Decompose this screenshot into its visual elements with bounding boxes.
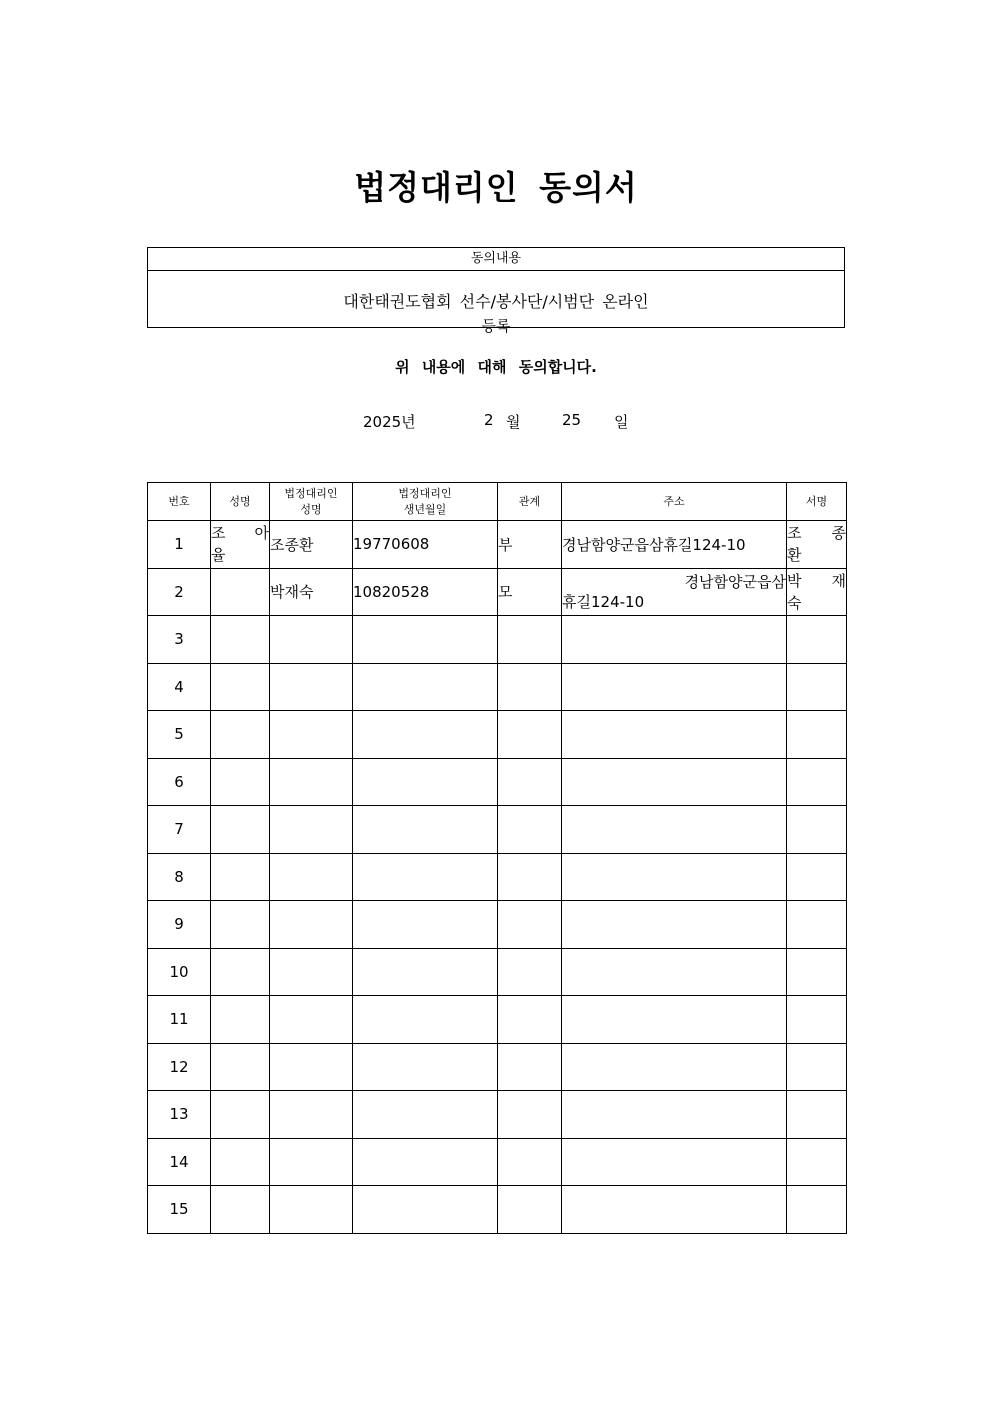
row-relation [498,1186,562,1234]
row-relation [498,853,562,901]
row-no: 6 [148,758,211,806]
row-guardian-name [270,1186,353,1234]
row-no: 11 [148,996,211,1044]
row-address [562,568,787,616]
row-guardian-birth: 19770608 [353,521,498,569]
header-address: 주소 [562,483,787,521]
row-signature [787,758,847,806]
row-name [211,1091,270,1139]
row-guardian-name [270,663,353,711]
row-guardian-birth [353,853,498,901]
guardian-table [147,482,847,1234]
header-guardian-birth-line1: 법정대리인 [398,486,452,500]
row-address: 경남함양군읍삼휴길124-10 [562,521,787,569]
row-address [562,616,787,664]
row-guardian-name [270,1091,353,1139]
row-guardian-birth [353,1043,498,1091]
row-guardian-birth [353,1138,498,1186]
row-signature [787,806,847,854]
row-guardian-birth: 10820528 [353,568,498,616]
header-guardian-birth-line2: 생년월일 [403,502,447,516]
consent-box [147,247,845,335]
row-signature [787,521,847,569]
row-guardian-birth [353,901,498,949]
table-header-row [148,483,847,521]
table-row [148,521,847,569]
row-guardian-birth [353,948,498,996]
row-relation [498,901,562,949]
row-name [211,568,270,616]
row-no: 14 [148,1138,211,1186]
consent-text-line1: 대한태권도협회 선수/봉사단/시범단 온라인 [343,292,649,311]
table-row [148,948,847,996]
row-address-line2: 휴길124-10 [562,592,645,611]
date-month-unit: 월 [506,413,521,431]
row-guardian-name [270,616,353,664]
row-name-line1: 조 아 [211,524,269,543]
row-guardian-name: 조종환 [270,521,353,569]
table-row [148,1186,847,1234]
row-signature [787,1186,847,1234]
row-name [211,996,270,1044]
row-signature-line1: 조 종 [787,524,846,543]
header-relation: 관계 [498,483,562,521]
table-row [148,568,847,616]
row-signature [787,1138,847,1186]
row-guardian-birth [353,806,498,854]
header-guardian-name-line1: 법정대리인 [284,486,338,500]
row-relation [498,1138,562,1186]
date-day: 25 [562,411,582,429]
row-no: 4 [148,663,211,711]
table-row [148,806,847,854]
table-row [148,616,847,664]
row-address [562,948,787,996]
table-row [148,663,847,711]
header-signature: 서명 [787,483,847,521]
row-no: 3 [148,616,211,664]
row-guardian-birth [353,1091,498,1139]
row-no: 13 [148,1091,211,1139]
row-relation [498,996,562,1044]
header-guardian-name [270,483,353,521]
row-signature [787,663,847,711]
consent-header: 동의내용 [148,248,844,271]
row-no: 8 [148,853,211,901]
row-address [562,1043,787,1091]
table-row [148,1091,847,1139]
row-no: 5 [148,711,211,759]
row-address [562,758,787,806]
row-guardian-birth [353,616,498,664]
table-row [148,1138,847,1186]
header-guardian-name-line2: 성명 [300,502,322,516]
row-relation [498,1091,562,1139]
row-name-line2: 율 [211,546,226,565]
table-row [148,758,847,806]
row-signature [787,901,847,949]
row-guardian-birth [353,1186,498,1234]
row-guardian-birth [353,996,498,1044]
row-guardian-name [270,1138,353,1186]
row-relation: 부 [498,521,562,569]
date-day-unit: 일 [614,413,629,431]
agree-statement: 위 내용에 대해 동의합니다. [395,358,597,376]
row-signature [787,568,847,616]
row-name [211,1043,270,1091]
row-address [562,1091,787,1139]
row-address [562,996,787,1044]
row-relation [498,663,562,711]
row-guardian-birth [353,758,498,806]
row-signature-line2: 환 [787,546,802,565]
row-name [211,711,270,759]
row-relation [498,616,562,664]
row-guardian-name: 박재숙 [270,568,353,616]
row-signature [787,711,847,759]
row-address [562,901,787,949]
table-row [148,996,847,1044]
row-name [211,663,270,711]
row-address [562,853,787,901]
row-no: 10 [148,948,211,996]
row-no: 2 [148,568,211,616]
row-address [562,806,787,854]
table-row [148,1043,847,1091]
row-name [211,948,270,996]
row-signature [787,616,847,664]
row-guardian-name [270,1043,353,1091]
header-guardian-birth [353,483,498,521]
row-address [562,1138,787,1186]
header-no: 번호 [148,483,211,521]
consent-text-line2: 등록 [481,317,511,335]
row-guardian-name [270,948,353,996]
row-guardian-birth [353,663,498,711]
row-guardian-name [270,806,353,854]
row-signature [787,1091,847,1139]
table-row [148,901,847,949]
row-name [211,521,270,569]
row-relation [498,806,562,854]
row-guardian-name [270,901,353,949]
row-address [562,663,787,711]
row-guardian-name [270,758,353,806]
table-row [148,853,847,901]
row-name [211,616,270,664]
row-relation: 모 [498,568,562,616]
row-signature [787,1043,847,1091]
row-no: 7 [148,806,211,854]
row-signature-line2: 숙 [787,593,802,612]
row-relation [498,1043,562,1091]
row-no: 12 [148,1043,211,1091]
row-guardian-name [270,853,353,901]
row-guardian-birth [353,711,498,759]
row-name [211,806,270,854]
row-name [211,758,270,806]
row-signature [787,948,847,996]
row-address-line1: 경남함양군읍삼 [684,572,786,591]
row-address [562,1186,787,1234]
row-name [211,901,270,949]
row-relation [498,758,562,806]
row-signature [787,996,847,1044]
consent-body [148,271,844,335]
document-title: 법정대리인 동의서 [354,168,638,207]
row-name [211,853,270,901]
row-signature-line1: 박 재 [787,571,846,590]
row-address [562,711,787,759]
row-no: 15 [148,1186,211,1234]
row-guardian-name [270,711,353,759]
row-relation [498,711,562,759]
table-row [148,711,847,759]
row-name [211,1186,270,1234]
header-name: 성명 [211,483,270,521]
row-no: 1 [148,521,211,569]
row-guardian-name [270,996,353,1044]
row-no: 9 [148,901,211,949]
date-year: 2025년 [363,413,416,431]
row-name [211,1138,270,1186]
row-signature [787,853,847,901]
row-relation [498,948,562,996]
date-month: 2 [484,411,494,429]
